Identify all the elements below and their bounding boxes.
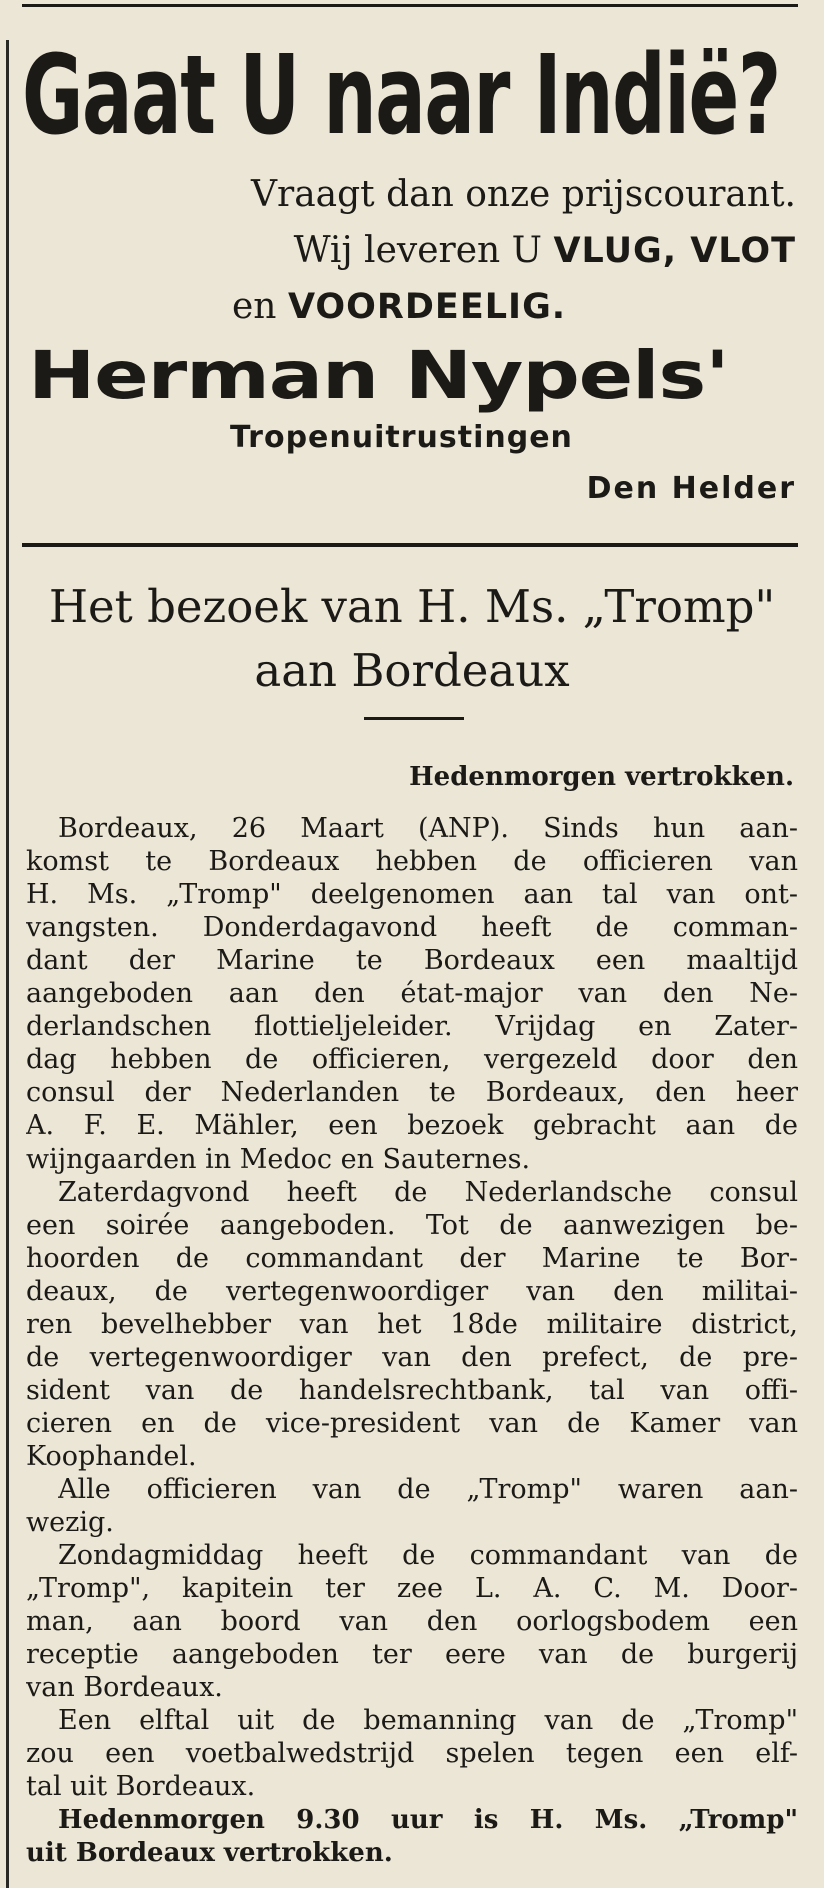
ad-line-1-text: Vraagt dan onze prijscourant. bbox=[251, 174, 796, 215]
article-line: Zondagmiddag heeft de commandant van de bbox=[58, 1540, 798, 1572]
article-line: Koophandel. bbox=[26, 1440, 197, 1472]
article-title-line-2: aan Bordeaux bbox=[254, 644, 570, 697]
ad-location: Den Helder bbox=[586, 471, 796, 506]
article-line: man, aan boord van den oorlogsbodem een bbox=[26, 1606, 798, 1638]
article-line: Bordeaux, 26 Maart (ANP). Sinds hun aan- bbox=[58, 813, 798, 844]
ad-line-3-prefix: en bbox=[232, 286, 277, 327]
article-line: een soirée aangeboden. Tot de aanwezigen be- bbox=[26, 1209, 798, 1241]
ad-headline: Gaat U naar Indië? bbox=[22, 31, 780, 159]
ad-line-2 bbox=[294, 228, 796, 274]
article-line: zou een voetbalwedstrijd spelen tegen een elf- bbox=[26, 1738, 798, 1770]
article-line: tal uit Bordeaux. bbox=[26, 1771, 256, 1803]
article-subheading: Hedenmorgen vertrokken. bbox=[409, 762, 794, 792]
article-line: Hedenmorgen 9.30 uur is H. Ms. „Tromp" bbox=[58, 1804, 798, 1835]
article-line: hoorden de commandant der Marine te Bor- bbox=[26, 1242, 798, 1274]
article-line: cieren en de vice-president van de Kamer van bbox=[26, 1407, 798, 1439]
article-line: wijngaarden in Medoc en Sauternes. bbox=[26, 1143, 531, 1175]
ad-line-2-prefix: Wij leveren U bbox=[293, 230, 542, 271]
section-divider bbox=[22, 543, 798, 547]
article-line: van Bordeaux. bbox=[26, 1672, 223, 1704]
article-line: A. F. E. Mähler, een bezoek gebracht aan de bbox=[26, 1110, 798, 1142]
ad-line-3-bold: VOORDEELIG. bbox=[287, 287, 567, 327]
article-line: Alle officieren van de „Tromp" waren aan- bbox=[58, 1474, 798, 1505]
article-line: dant der Marine te Bordeaux een maaltijd bbox=[26, 945, 798, 977]
article-line: uit Bordeaux vertrokken. bbox=[26, 1837, 393, 1868]
article-line: deaux, de vertegenwoordiger van den militai- bbox=[26, 1275, 798, 1307]
article-line: derlandschen flottieljeleider. Vrijdag en Zater- bbox=[26, 1011, 798, 1043]
article-line: aangeboden aan den état-major van den Ne- bbox=[26, 978, 798, 1010]
title-underline bbox=[364, 717, 464, 720]
article-line: vangsten. Donderdagavond heeft de comman- bbox=[26, 912, 798, 944]
article-line: H. Ms. „Tromp" deelgenomen aan tal van ont- bbox=[26, 879, 798, 911]
article-line: sident van de handelsrechtbank, tal van offi- bbox=[26, 1374, 798, 1406]
article-line: „Tromp", kapitein ter zee L. A. C. M. Door- bbox=[26, 1573, 798, 1605]
article-line: ren bevelhebber van het 18de militaire district, bbox=[26, 1308, 798, 1340]
article-line: wezig. bbox=[26, 1507, 114, 1539]
article-line: Zaterdagvond heeft de Nederlandsche consul bbox=[58, 1176, 798, 1208]
ad-line-3 bbox=[232, 284, 566, 330]
article-line: Een elftal uit de bemanning van de „Tromp" bbox=[58, 1705, 798, 1737]
article-line: dag hebben de officieren, vergezeld door den bbox=[26, 1044, 798, 1076]
article-line: komst te Bordeaux hebben de officieren van bbox=[26, 846, 798, 878]
top-rule bbox=[22, 4, 798, 7]
ad-company-name: Herman Nypels' bbox=[28, 337, 729, 414]
article-line: de vertegenwoordiger van den prefect, de pre- bbox=[26, 1341, 798, 1373]
ad-tagline: Tropenuitrustingen bbox=[230, 420, 573, 455]
ad-line-1 bbox=[251, 172, 796, 218]
column-border-left bbox=[6, 40, 9, 1888]
article-line: consul der Nederlanden te Bordeaux, den heer bbox=[26, 1077, 798, 1109]
article-title-line-1: Het bezoek van H. Ms. „Tromp" bbox=[48, 580, 776, 633]
article-line: receptie aangeboden ter eere van de burgerij bbox=[26, 1639, 798, 1671]
ad-line-2-bold: VLUG, VLOT bbox=[553, 231, 796, 271]
